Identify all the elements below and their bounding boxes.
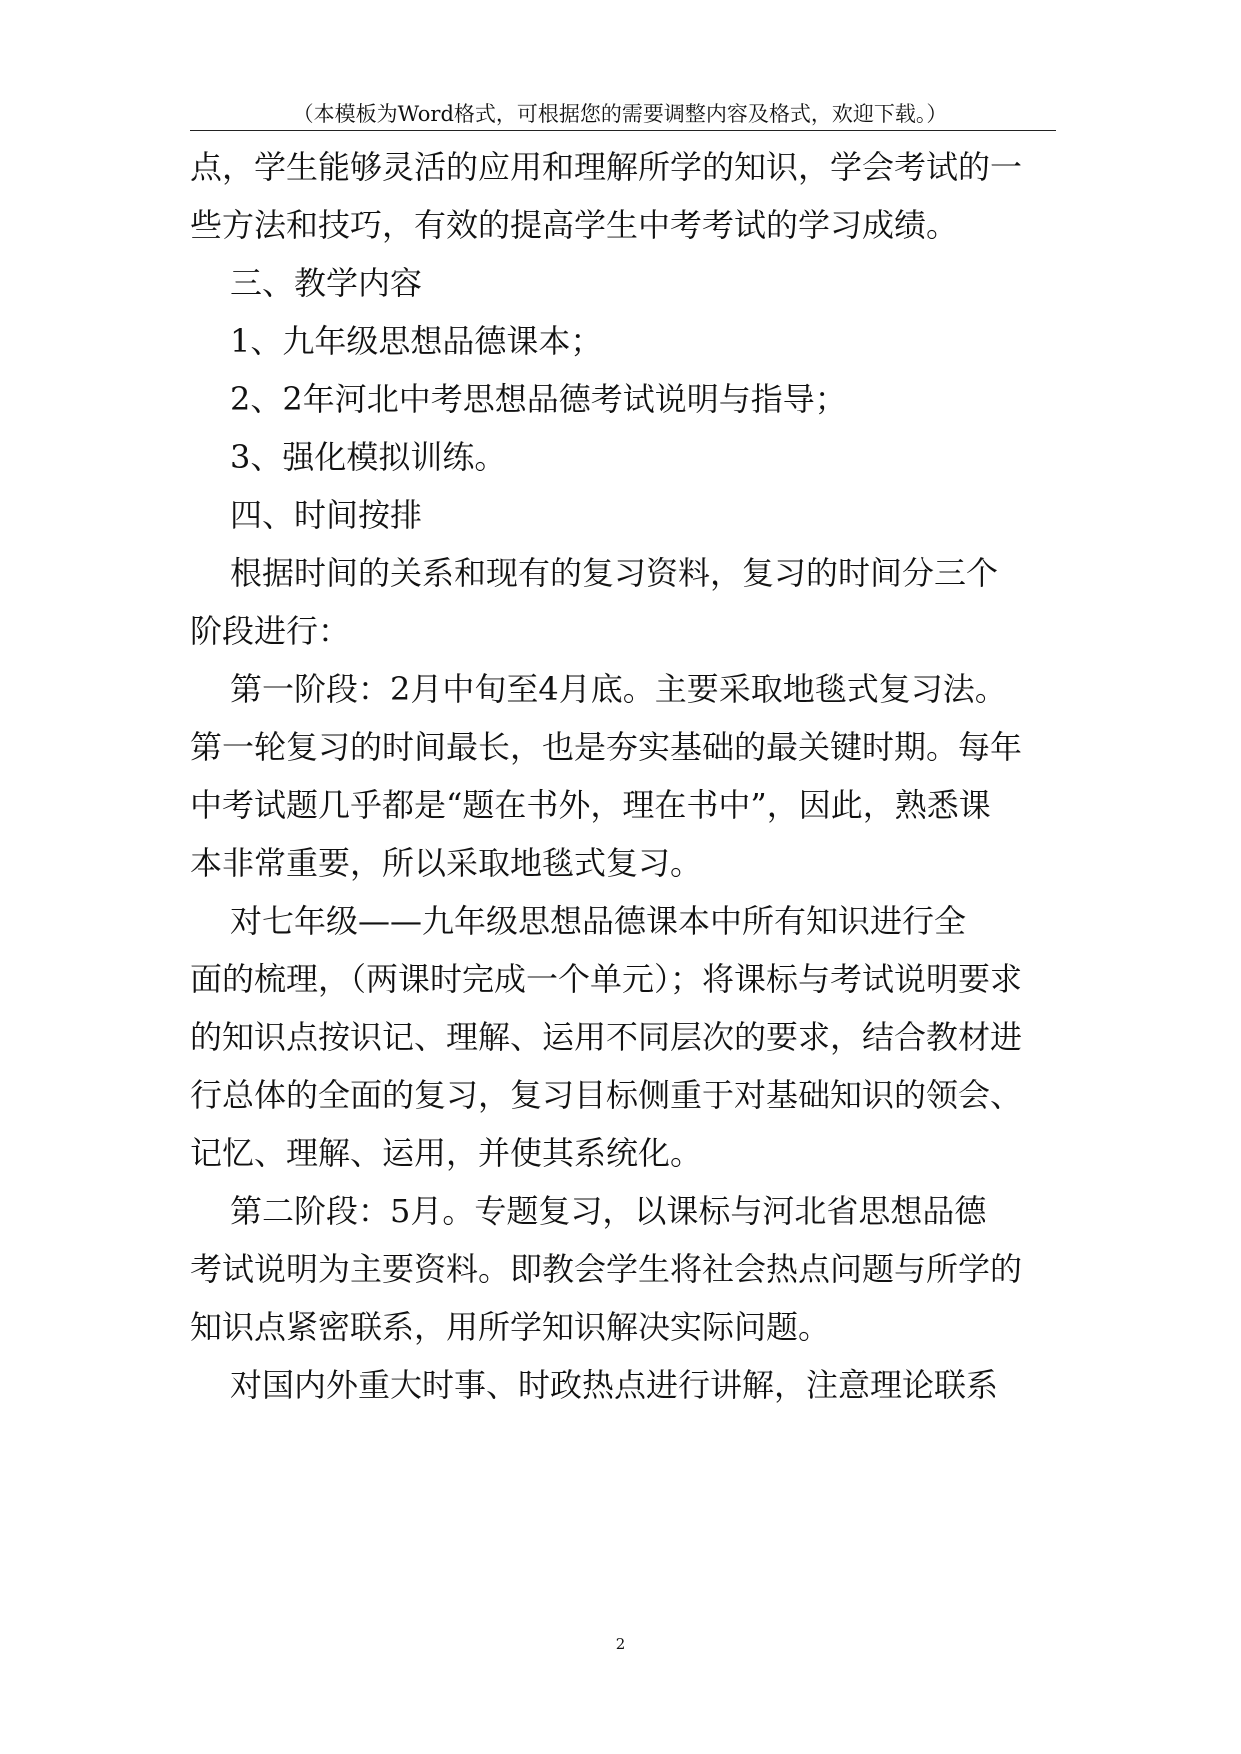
text-line: 知识点紧密联系，用所学知识解决实际问题。 <box>190 1308 831 1346</box>
text-line: 第一阶段：2月中旬至4月底。主要采取地毯式复习法。 <box>230 670 1007 708</box>
text-line: 中考试题几乎都是“题在书外，理在书中”，因此，熟悉课 <box>190 786 991 824</box>
text-line: 根据时间的关系和现有的复习资料，复习的时间分三个 <box>230 554 999 592</box>
text-line: 阶段进行： <box>190 612 351 650</box>
text-line: 本非常重要，所以采取地毯式复习。 <box>190 844 703 882</box>
list-item: 2、2年河北中考思想品德考试说明与指导； <box>230 380 847 418</box>
page-number: 2 <box>615 1635 626 1653</box>
text-line: 点，学生能够灵活的应用和理解所学的知识，学会考试的一 <box>190 148 1023 186</box>
text-line: 面的梳理，（两课时完成一个单元）；将课标与考试说明要求 <box>190 960 1023 998</box>
section-heading: 四、时间按排 <box>230 496 423 534</box>
text-line: 对七年级——九年级思想品德课本中所有知识进行全 <box>230 902 967 940</box>
list-item: 3、强化模拟训练。 <box>230 438 507 476</box>
header-rule <box>190 130 1056 131</box>
text-line: 第一轮复习的时间最长，也是夯实基础的最关键时期。每年 <box>190 728 1023 766</box>
text-line: 记忆、理解、运用，并使其系统化。 <box>190 1134 703 1172</box>
section-heading: 三、教学内容 <box>230 264 423 302</box>
text-line: 考试说明为主要资料。即教会学生将社会热点问题与所学的 <box>190 1250 1023 1288</box>
text-line: 些方法和技巧，有效的提高学生中考考试的学习成绩。 <box>190 206 959 244</box>
text-line: 的知识点按识记、理解、运用不同层次的要求，结合教材进 <box>190 1018 1023 1056</box>
header-note: （本模板为Word格式，可根据您的需要调整内容及格式，欢迎下载。） <box>292 102 948 126</box>
text-line: 第二阶段：5月。专题复习，以课标与河北省思想品德 <box>230 1192 987 1230</box>
list-item: 1、九年级思想品德课本； <box>230 322 603 360</box>
text-line: 对国内外重大时事、时政热点进行讲解，注意理论联系 <box>230 1366 999 1404</box>
text-line: 行总体的全面的复习，复习目标侧重于对基础知识的领会、 <box>190 1076 1023 1114</box>
